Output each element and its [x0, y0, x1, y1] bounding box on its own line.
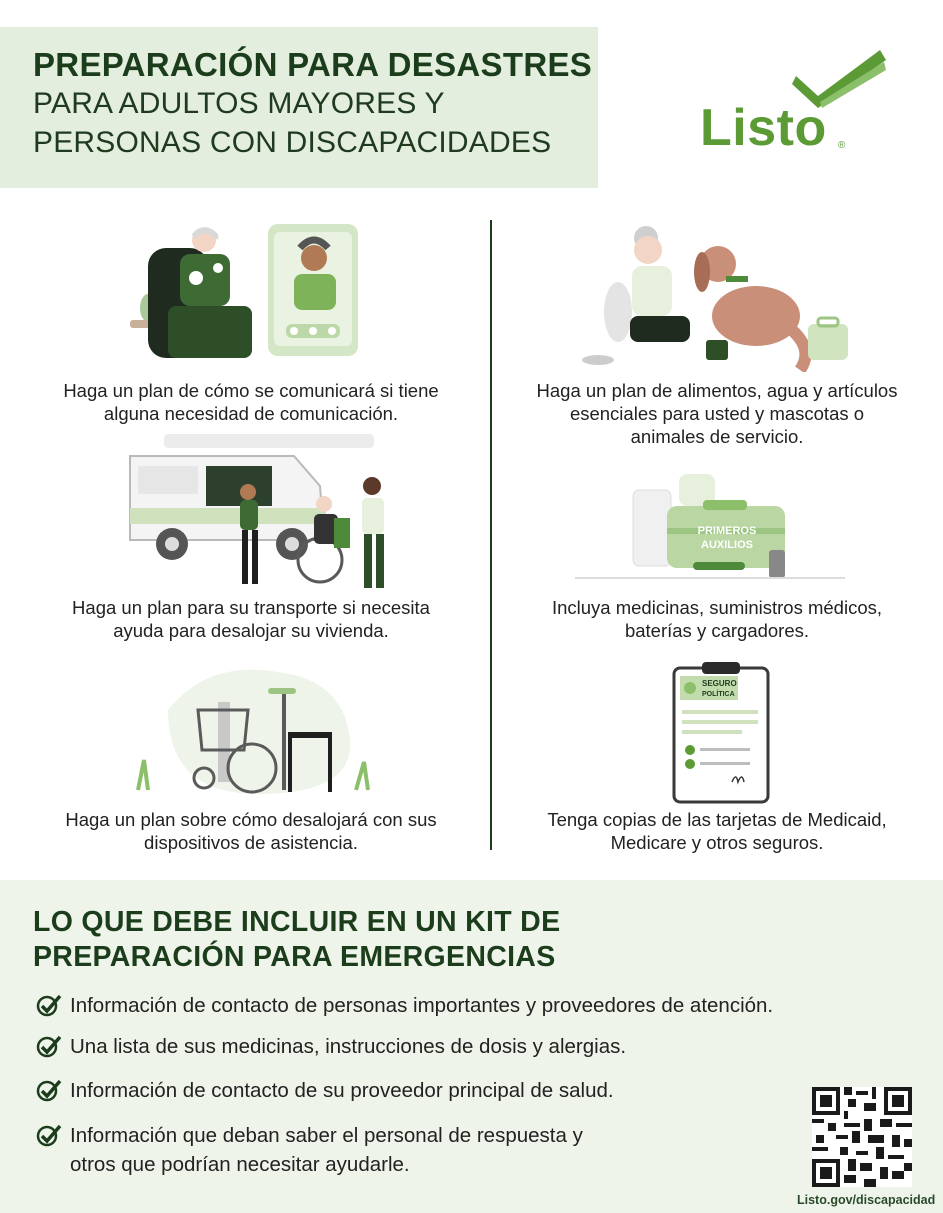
video-call-illustration [128, 218, 368, 360]
check-circle-icon [36, 1034, 62, 1058]
tip-communication [31, 379, 471, 425]
column-divider [490, 220, 492, 850]
kit-item-text: Una lista de sus medicinas, instrucciones de dosis y alergias. [70, 1035, 627, 1058]
tip-assistive-line-2: dispositivos de asistencia. [144, 832, 358, 853]
first-aid-label-2: AUXILIOS [701, 539, 753, 551]
kit-title-line-2: PREPARACIÓN PARA EMERGENCIAS [33, 941, 556, 973]
assistive-devices-illustration [128, 650, 382, 796]
tip-insurance-line-2: Medicare y otros seguros. [610, 832, 824, 853]
tip-communication-line-1: Haga un plan de cómo se comunicará si tiene [63, 380, 439, 401]
tip-supplies-line-1: Haga un plan de alimentos, agua y artículos [536, 380, 898, 401]
insurance-label-1: SEGURO [702, 679, 737, 688]
kit-item [36, 1032, 896, 1062]
first-aid-label-1: PRIMEROS [697, 525, 757, 537]
listo-logo[interactable]: Listo [700, 99, 827, 157]
kit-item [36, 1076, 896, 1106]
kit-item [36, 1121, 736, 1181]
kit-title-line-1: LO QUE DEBE INCLUIR EN UN KIT DE [33, 906, 561, 938]
insurance-clipboard-illustration [672, 660, 770, 804]
tip-assistive [31, 808, 471, 854]
tip-supplies-line-2: esenciales para usted y mascotas o [569, 403, 865, 424]
title-line-1: PREPARACIÓN PARA DESASTRES [33, 46, 593, 83]
qr-url-link[interactable]: Listo.gov/discapacidad [797, 1193, 936, 1207]
tip-insurance-line-1: Tenga copias de las tarjetas de Medicaid, [547, 809, 887, 830]
check-circle-icon [36, 1078, 62, 1102]
kit-item-text-line-2: otros que podrían necesitar ayudarle. [70, 1153, 410, 1176]
tip-medicines-line-2: baterías y cargadores. [624, 620, 810, 641]
service-dog-illustration [578, 220, 850, 372]
tip-transport [31, 596, 471, 642]
kit-title [33, 905, 560, 975]
kit-item-text: Información de contacto de personas importantes y proveedores de atención. [70, 994, 774, 1017]
tip-medicines-line-1: Incluya medicinas, suministros médicos, [551, 597, 883, 618]
tip-assistive-line-1: Haga un plan sobre cómo desalojará con sus [65, 809, 437, 830]
kit-item-text [70, 1121, 583, 1179]
check-circle-icon [36, 1123, 62, 1147]
tip-supplies [497, 379, 937, 448]
tip-medicines [497, 596, 937, 642]
tip-supplies-line-3: animales de servicio. [630, 426, 804, 447]
registered-mark: ® [838, 140, 846, 151]
title-line-2: PARA ADULTOS MAYORES Y [33, 87, 445, 120]
insurance-label-2: POLÍTICA [702, 691, 735, 698]
first-aid-kit-illustration [575, 470, 845, 582]
tip-transport-line-2: ayuda para desalojar su vivienda. [113, 620, 389, 641]
kit-item-text: Información de contacto de su proveedor principal de salud. [70, 1079, 614, 1102]
tip-transport-line-1: Haga un plan para su transporte si necesita [72, 597, 430, 618]
tip-communication-line-2: alguna necesidad de comunicación. [103, 403, 399, 424]
kit-item [36, 991, 896, 1021]
tip-insurance [497, 808, 937, 854]
kit-item-text-line-1: Información que deban saber el personal de respuesta y [70, 1124, 583, 1147]
transport-van-illustration [124, 430, 414, 590]
qr-code[interactable] [812, 1087, 912, 1187]
check-circle-icon [36, 993, 62, 1017]
title-line-3: PERSONAS CON DISCAPACIDADES [33, 126, 552, 159]
